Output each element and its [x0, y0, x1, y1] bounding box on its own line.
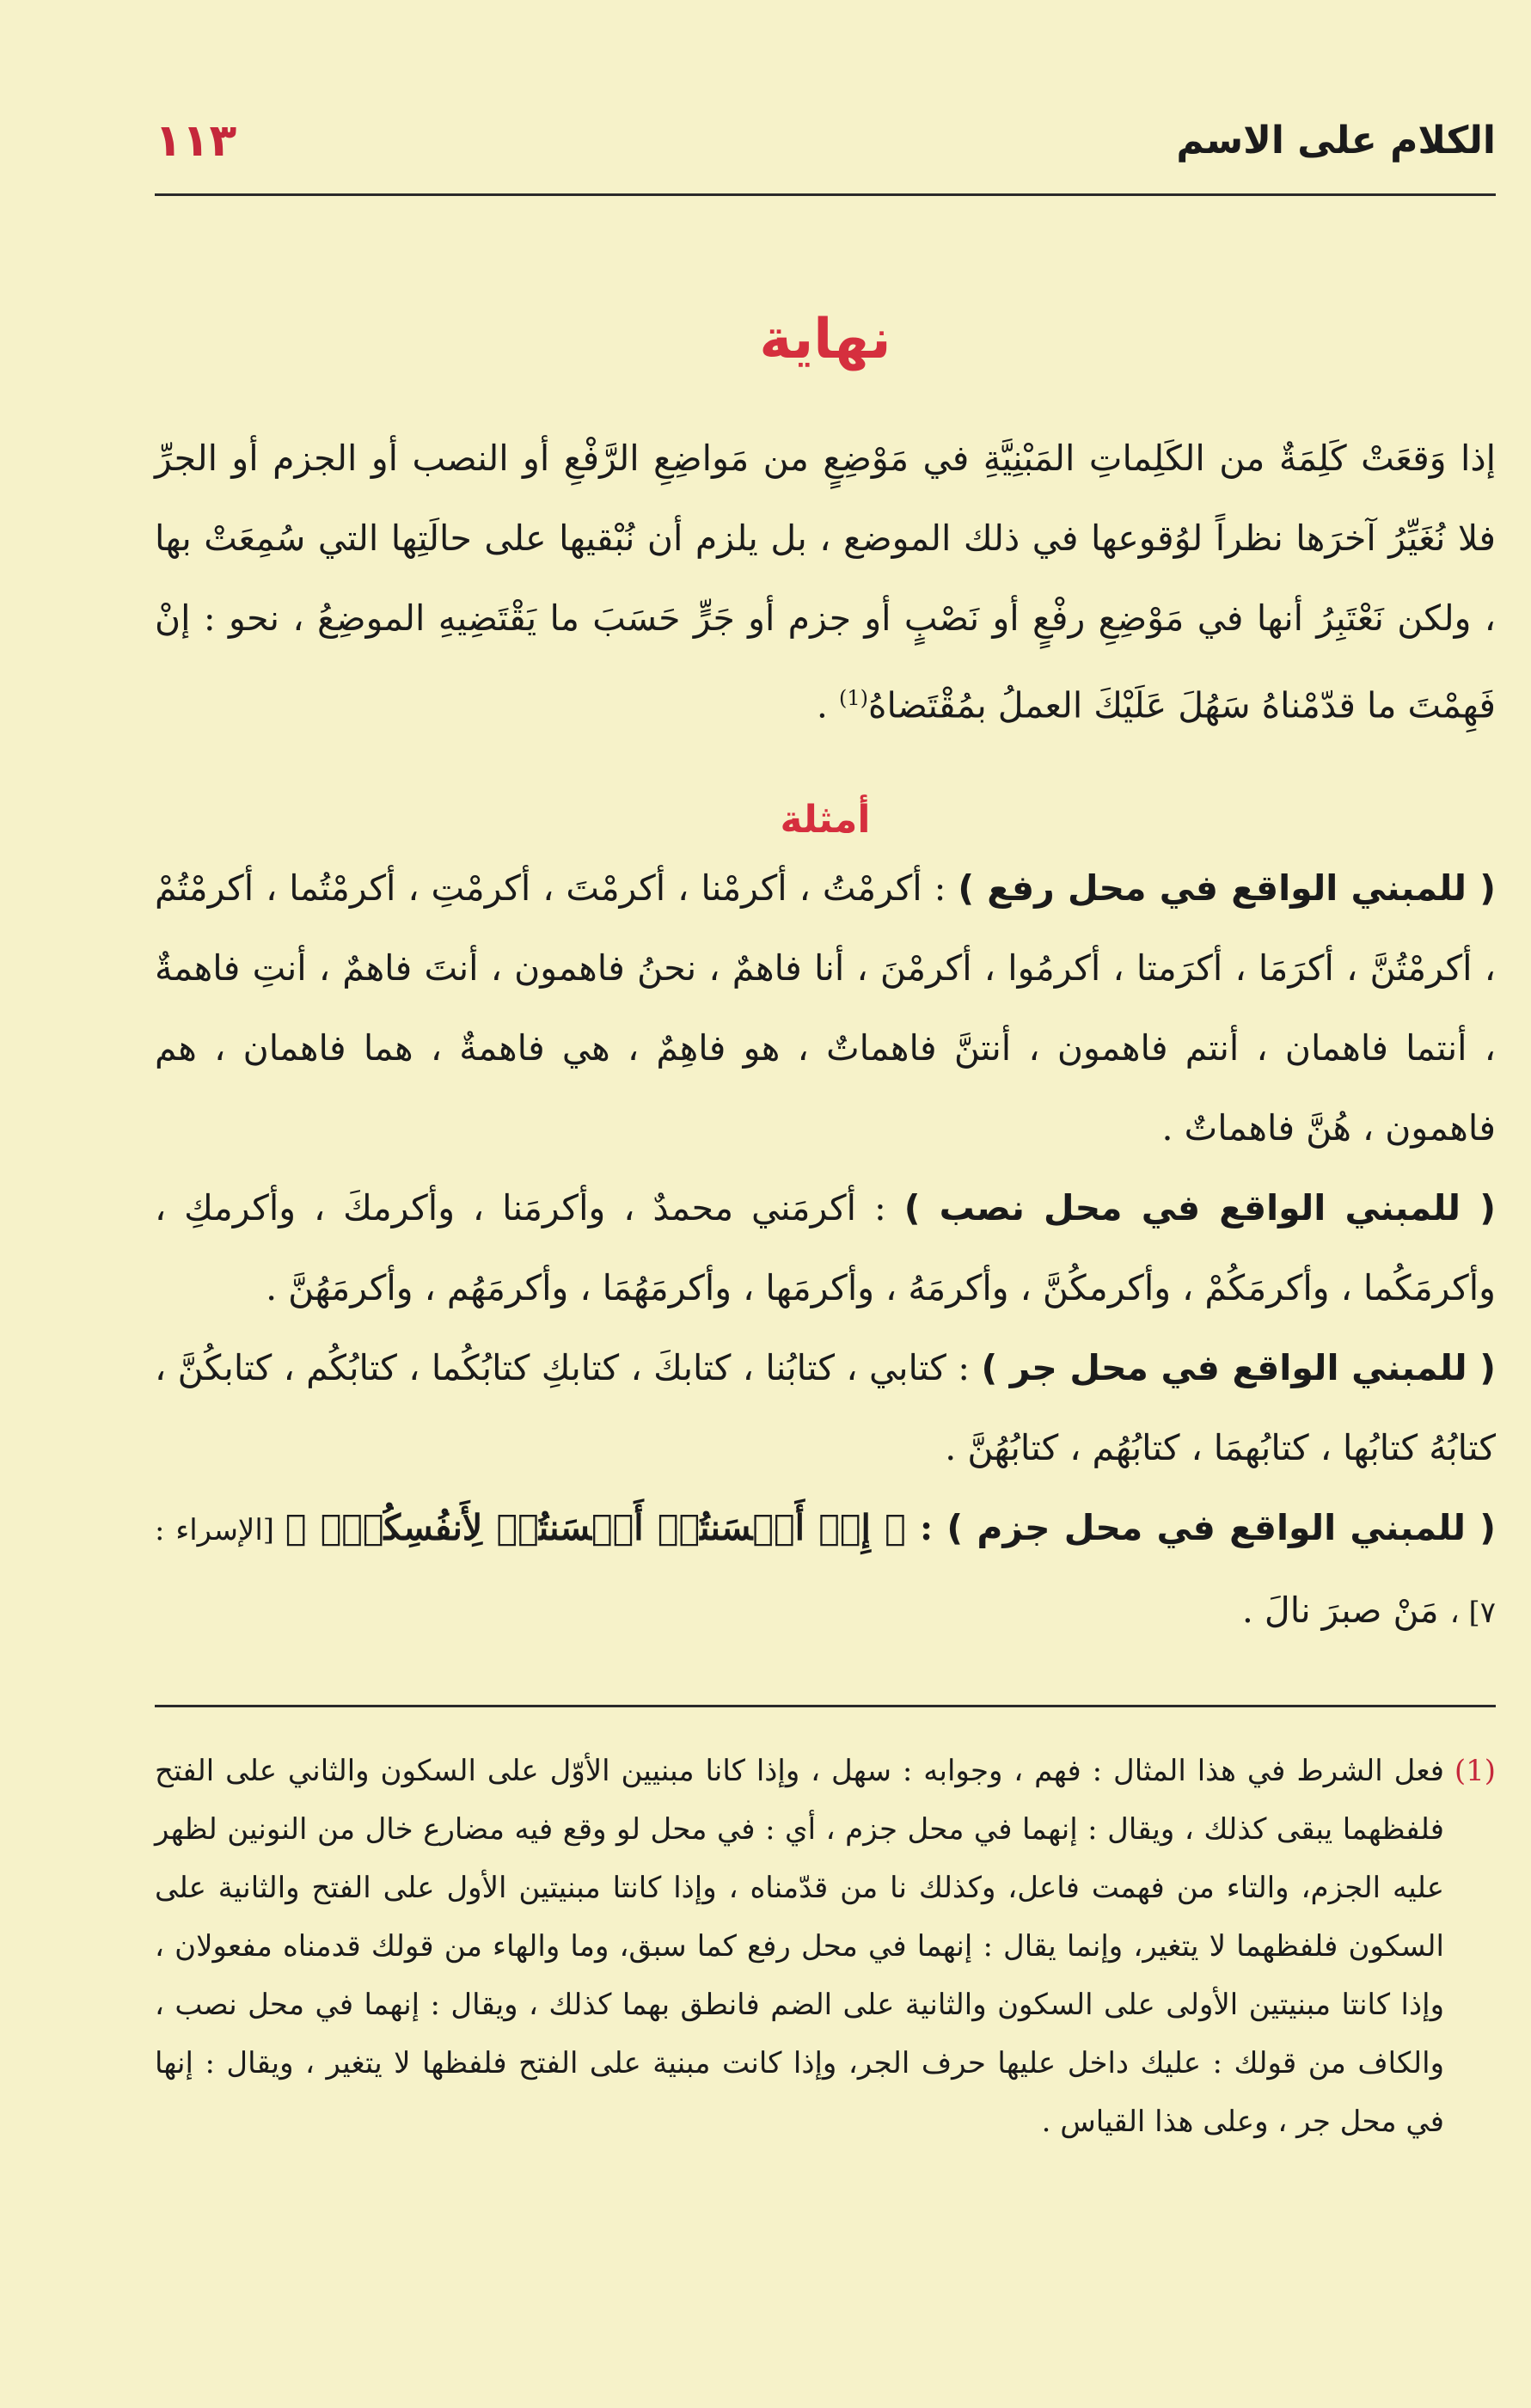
footnote-text: فعل الشرط في هذا المثال : فهم ، وجوابه : سهل ، وإذا كانا مبنيين الأوّل على السكون والثاني على الفتح فلفظهما يبقى كذلك ، ويقال : إنهما في محل جزم ، أي : في محل لو وقع فيه مضارع خال من النونين لظهر عليه الجزم، والتاء من فهمت فاعل، وكذلك نا من قدّمناه ، وإذا كانتا مبنيتين الأول على الفتح والثانية على السكون فلفظهما لا يتغير، وإنما يقال : إنهما في محل رفع كما سبق، وما والهاء من قولك قدمناه مفعولان ، وإذا كانتا مبنيتين الأولى على السكون والثانية على الضم فانطق بهما كذلك ، ويقال : إنهما في محل نصب ، والكاف من قولك : عليك داخل عليها حرف الجر، وإذا كانت مبنية على الفتح فلفظها لا يتغير ، ويقال : إنها في محل جر ، وعلى هذا القياس . — [155, 1753, 1444, 2139]
page-number: ١١٣ — [155, 115, 237, 167]
example-raf — [155, 849, 1496, 1168]
footnote — [155, 1742, 1496, 2151]
chapter-title: نهاية — [759, 308, 891, 371]
example-nasb — [155, 1168, 1496, 1328]
intro-end: . — [816, 684, 839, 726]
intro-paragraph — [155, 419, 1496, 746]
running-title: الكلام على الاسم — [1176, 119, 1496, 162]
footnote-reference[interactable]: (1) — [838, 686, 869, 710]
example-label-jazm: ( للمبني الواقع في محل جزم ) — [946, 1506, 1496, 1548]
examples-title: أمثلة — [780, 797, 871, 842]
quran-citation: [الإسراء : ٧] ، — [155, 1512, 1496, 1630]
example-jazm — [155, 1488, 1496, 1653]
example-label-nasb: ( للمبني الواقع في محل نصب ) — [903, 1186, 1496, 1229]
page — [155, 103, 1496, 2321]
example-text-jarr: : كتابي ، كتابُنا ، كتابكَ ، كتابكِ كتابُكُما ، كتابُكُم ، كتابكُنَّ ، كتابُهُ كتابُها ، كتابُهمَا ، كتابُهُم ، كتابُهُنَّ . — [155, 1346, 1496, 1468]
footnote-divider — [155, 1705, 1496, 1707]
example-label-raf: ( للمبني الواقع في محل رفع ) — [958, 867, 1496, 909]
example-text-raf: : أكرمْتُ ، أكرمْنا ، أكرمْتَ ، أكرمْتِ ، أكرمْتُما ، أكرمْتُمْ ، أكرمْتُنَّ ، أكرَمَا ، أكرَمتا ، أكرمُوا ، أكرمْنَ ، أنا فاهمٌ ، نحنُ فاهمون ، أنتَ فاهمٌ ، أنتِ فاهمةٌ ، أنتما فاهمان ، أنتم فاهمون ، أنتنَّ فاهماتٌ ، هو فاهِمٌ ، هي فاهمةٌ ، هما فاهمان ، هم فاهمون ، هُنَّ فاهماتٌ . — [155, 867, 1497, 1149]
example-label-jarr: ( للمبني الواقع في محل جر ) — [981, 1346, 1496, 1388]
page-header — [155, 103, 1496, 196]
quran-verse: : ﴿ إِنۡ أَحۡسَنتُمۡ أَحۡسَنتُمۡ لِأَنفُسِكُمۡۖ ﴾ — [285, 1506, 947, 1548]
example-text-nasb: : أكرمَني محمدٌ ، وأكرمَنا ، وأكرمكَ ، وأكرمكِ ، وأكرمَكُما ، وأكرمَكُمْ ، وأكرمكُنَّ ، وأكرمَهُ ، وأكرمَها ، وأكرمَهُمَا ، وأكرمَهُم ، وأكرمَهُنَّ . — [155, 1186, 1496, 1308]
footnote-marker: (1) — [1454, 1753, 1496, 1788]
intro-text: إذا وَقعَتْ كَلِمَةٌ من الكَلِماتِ المَبْنِيَّةِ في مَوْضِعٍ من مَواضِعِ الرَّفْعِ أو النصب أو الجزم أو الجرِّ فلا نُغَيِّرُ آخرَها نظراً لوُقوعها في ذلك الموضع ، بل يلزم أن نُبْقيها على حالَتِها التي سُمِعَتْ بها ، ولكن نَعْتَبِرُ أنها في مَوْضِعِ رفْعٍ أو نَصْبٍ أو جزم أو جَرٍّ حَسَبَ ما يَقْتَضِيهِ الموضِعُ ، نحو : إنْ فَهِمْتَ ما قدّمْناهُ سَهُلَ عَلَيْكَ العملُ بمُقْتَضاهُ — [155, 438, 1496, 726]
example-jarr — [155, 1328, 1496, 1488]
example-text-jazm: مَنْ صبرَ نالَ . — [1241, 1589, 1450, 1631]
